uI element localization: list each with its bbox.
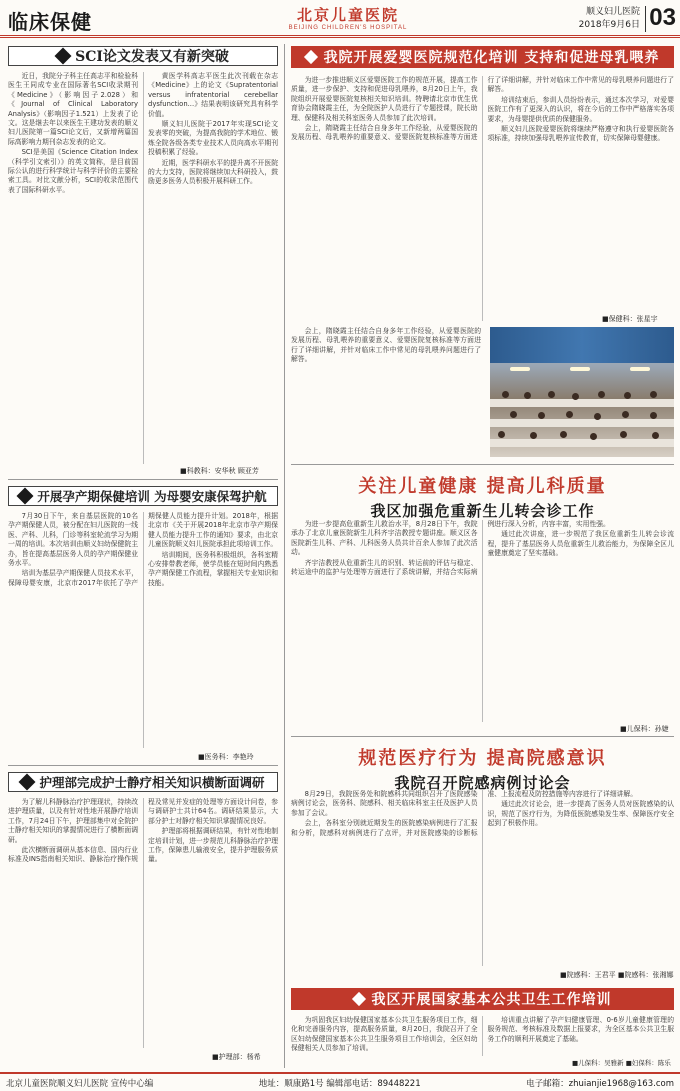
infection-article-byline: ■院感科：王君平 ■院感科：张湘娜 xyxy=(560,971,674,979)
photo-attendee xyxy=(502,391,509,398)
photo-table-row xyxy=(490,399,674,407)
column-divider xyxy=(284,44,285,1068)
photo-table-row xyxy=(490,439,674,447)
photo-attendee xyxy=(572,393,579,400)
photo-attendee xyxy=(510,411,517,418)
nursing-article-byline: ■护理部：杨希 xyxy=(212,1053,261,1061)
sci-article-body: 近日，我院分子科主任高志平和检验科医生王同成专业在国际著名SCI收录期刊《Medicine》（影响因子2.028）和《Journal of Clinical Laboratory Analysis》（影响因子1.521）上发表了论文。这是继去年以来医生王建功发表的顺义妇儿医院第一篇SCI论文后，又新增两篇国际高影响力期刊杂志发表的论文。 SCI是美国《Science Citation Index（科学引文索引）》的英文简称，是目前国际公认的进行科学统计与科学评价的主要检索工具。对比文献分析，SCI的收录范围代表了国际科研水平。 黄医学科高志平医生此次刊载在杂志《Medicine》上的论文《Supratentorial versus infratentorial cerebellar dysfunction...》结果表明该研究具有科学价值。 顺义妇儿医院于2017年实现SCI论文发表零的突破，为提高我院的学术地位、锻炼全院各级各类专业技术人员向高水平期刊投稿积累了经验。 近期，医学科研水平的提升离不开医院的大力支持，医院将继续加大科研投入，鼓励更多医务人员积极开展科研工作。 xyxy=(8,72,278,194)
section-title: 临床保健 xyxy=(8,10,92,34)
photo-stage-backdrop xyxy=(490,327,674,363)
neonatal-article-title xyxy=(291,472,674,521)
header-divider xyxy=(645,6,646,32)
photo-attendee xyxy=(548,391,555,398)
photo-attendee xyxy=(530,432,537,439)
photo-attendee xyxy=(590,433,597,440)
diamond-bullet-icon xyxy=(19,774,36,791)
photo-attendee xyxy=(594,413,601,420)
photo-attendee xyxy=(598,391,605,398)
section-divider xyxy=(8,479,278,480)
infection-article-body: 8月29日，我院医务处和院感科共同组织召开了医院感染病例讨论会，医务科、院感科、相关临床科室主任及医护人员参加了会议。 会上，各科室分别就近期发生的医院感染病例进行了汇报和分析，院感科对病例进行了点评，并对医院感染的诊断标准、上报流程及防控措施等内容进行了详细讲解。 通过此次讨论会，进一步提高了医务人员对医院感染的认识，规范了医疗行为，为降低医院感染发生率、保障医疗安全起到了积极作用。 xyxy=(291,790,674,837)
publichealth-article-body: 为巩固我区妇幼保健国家基本公共卫生服务项目工作，细化和完善服务内容，提高服务质量，8月20日，我院召开了全区妇幼保健国家基本公共卫生服务项目工作培训会，全区妇幼保健相关人员参加了培训。 培训重点讲解了孕产妇健康管理、0-6岁儿童健康管理的服务规范、考核标准及数据上报要求，为全区基本公共卫生服务工作的顺利开展奠定了基础。 xyxy=(291,1016,674,1053)
photo-attendee xyxy=(566,411,573,418)
diamond-bullet-icon xyxy=(351,992,365,1006)
prenatal-article-byline: ■医务科：李艳玲 xyxy=(198,753,254,761)
breastfeeding-article-continued: 会上，隋晓霞主任结合自身多年工作经验，从爱婴医院的发展历程、母乳喂养的重要意义、爱婴医院复核标准等方面进行了详细讲解，并针对临床工作中常见的母乳喂养问题进行了解答。 xyxy=(291,327,481,364)
neonatal-article-byline: ■儿保科：孙婕 xyxy=(620,725,669,733)
logo-english: BEIJING CHILDREN'S HOSPITAL xyxy=(288,25,408,31)
issue-date: 2018年9月6日 xyxy=(578,20,640,30)
sci-article-title: SCI论文发表又有新突破 xyxy=(8,46,278,66)
prenatal-article-title: 开展孕产期保健培训 为母婴安康保驾护航 xyxy=(8,486,278,506)
header-info xyxy=(579,6,640,32)
nursing-article-title: 护理部完成护士静疗相关知识横断面调研 xyxy=(8,772,278,792)
neonatal-headline: 关注儿童健康 提高儿科质量 xyxy=(358,476,607,497)
photo-attendee xyxy=(650,391,657,398)
breastfeeding-article-body: 为进一步推进顺义区爱婴医院工作的规范开展，提高工作质量，进一步保护、支持和促进母乳喂养，8月20日上午，我院组织开展爱婴医院复核相关知识培训。特聘请北京市优生优育协会隋晓霞主任，为全院医护人员进行了专题授课，院长助理、保健科及相关科室医务人员参加了此次培训。 会上，隋晓霞主任结合自身多年工作经验，从爱婴医院的发展历程、母乳喂养的重要意义、爱婴医院复核标准等方面进行了详细讲解，并针对临床工作中常见的母乳喂养问题进行了解答。 培训结束后，参训人员纷纷表示，通过本次学习，对爱婴医院工作有了更深入的认识，将在今后的工作中严格落实各项要求，为母婴提供优质的保健服务。 顺义妇儿医院爱婴医院将继续严格遵守和执行爱婴医院各项标准，持续加强母乳喂养宣传教育，切实保障母婴健康。 xyxy=(291,76,674,143)
section-divider xyxy=(291,736,674,737)
neonatal-subheadline: 我区加强危重新生儿转会诊工作 xyxy=(370,502,595,520)
neonatal-article-body: 为进一步提高危重新生儿救治水平，8月28日下午，我院承办了北京儿童医院新生儿科齐宇洁教授专题讲座。顺义区各医院新生儿科、产科、儿科医务人员共计百余人参加了此次活动。 齐宇洁教授从危重新生儿的识别、转运前的评估与稳定、转运途中的监护与处理等方面进行了系统讲解，并结合实际病例进行深入分析，内容丰富，实用性强。 通过此次讲座，进一步规范了我区危重新生儿转会诊流程，提升了基层医务人员危重新生儿救治能力，为保障全区儿童健康奠定了坚实基础。 xyxy=(291,520,674,577)
section-divider xyxy=(291,464,674,465)
sci-article-byline: ■科教科：安华秋 顾亚芳 xyxy=(180,467,259,475)
photo-attendee xyxy=(538,412,545,419)
photo-attendee xyxy=(624,392,631,399)
training-session-photo xyxy=(490,327,674,457)
photo-attendee xyxy=(560,431,567,438)
hospital-name: 顺义妇儿医院 xyxy=(585,7,640,17)
infection-article-title xyxy=(291,744,674,793)
infection-headline: 规范医疗行为 提高院感意识 xyxy=(358,748,607,769)
footer-publisher: 北京儿童医院顺义妇儿医院 宣传中心编 xyxy=(6,1078,154,1089)
logo-chinese: 北京儿童医院 xyxy=(296,6,399,24)
publichealth-article-byline: ■儿保科：吴雅新 ■妇保科：陈乐 xyxy=(572,1059,671,1067)
section-divider xyxy=(8,765,278,766)
photo-attendee xyxy=(498,431,505,438)
photo-attendee xyxy=(652,432,659,439)
photo-ceiling-light xyxy=(630,367,650,371)
page-footer xyxy=(0,1072,680,1091)
photo-ceiling-light xyxy=(510,367,530,371)
footer-email: 电子邮箱：zhuianjie1968@163.com xyxy=(526,1078,674,1089)
footer-address: 地址：顺康路1号 编辑部电话：89448221 xyxy=(258,1078,421,1089)
breastfeeding-article-byline: ■保健科：张星宇 xyxy=(602,315,658,323)
diamond-bullet-icon xyxy=(17,488,34,505)
breastfeeding-article-title: 我院开展爱婴医院规范化培训 支持和促进母乳喂养 xyxy=(291,46,674,68)
photo-table-row xyxy=(490,419,674,427)
photo-attendee xyxy=(622,411,629,418)
photo-attendee xyxy=(620,431,627,438)
infection-subheadline: 我院召开院感病例讨论会 xyxy=(394,774,571,792)
page-header xyxy=(0,0,680,38)
photo-attendee xyxy=(650,412,657,419)
publichealth-article-title: 我区开展国家基本公共卫生工作培训 xyxy=(291,988,674,1010)
newspaper-logo xyxy=(282,4,414,31)
photo-ceiling-light xyxy=(570,367,590,371)
photo-attendee xyxy=(524,392,531,399)
diamond-bullet-icon xyxy=(303,50,317,64)
prenatal-article-body: 7月30日下午，来自基层医院的10名孕产期保健人员，被分配在妇儿医院的一线医、产科、儿科，门诊等科室轮流学习为期一周的培训。本次培训由顺义妇幼保健院主办，旨在提高基层医务人员的孕产期保健业务水平。 培训为基层孕产期保健人员技术水平，保障母婴安康，北京市2017年依托了孕产期保健人员能力提升计划。2018年，根据北京市《关于开展2018年北京市孕产期保健人员能力提升工作的通知》要求，由北京儿童医院顺义妇儿医院承担此项培训工作。 培训期间，医务科积极组织，各科室精心安排带教老师，使学员能在短时间内熟悉孕产期保健工作流程，掌握相关专业知识和技能。 xyxy=(8,512,278,587)
nursing-article-body: 为了解儿科静脉治疗护理现状，持续改进护理质量，以及有针对性地开展静疗培训工作，7月24日下午，护理部集中对全院护士静疗相关知识的掌握情况进行了横断面调研。 此次横断面调研从基本信息、国内行业标准及INS指南相关知识、静脉治疗操作规程及常见并发症的处理等方面设计问卷，参与调研护士共计64名。调研结果显示，大部分护士对静疗相关知识掌握情况良好。 护理部将根据调研结果，有针对性地制定培训计划，进一步规范儿科静脉治疗护理工作，保障患儿输液安全，提升护理服务质量。 xyxy=(8,798,278,864)
page-number: 03 xyxy=(649,4,676,31)
diamond-bullet-icon xyxy=(55,48,72,65)
